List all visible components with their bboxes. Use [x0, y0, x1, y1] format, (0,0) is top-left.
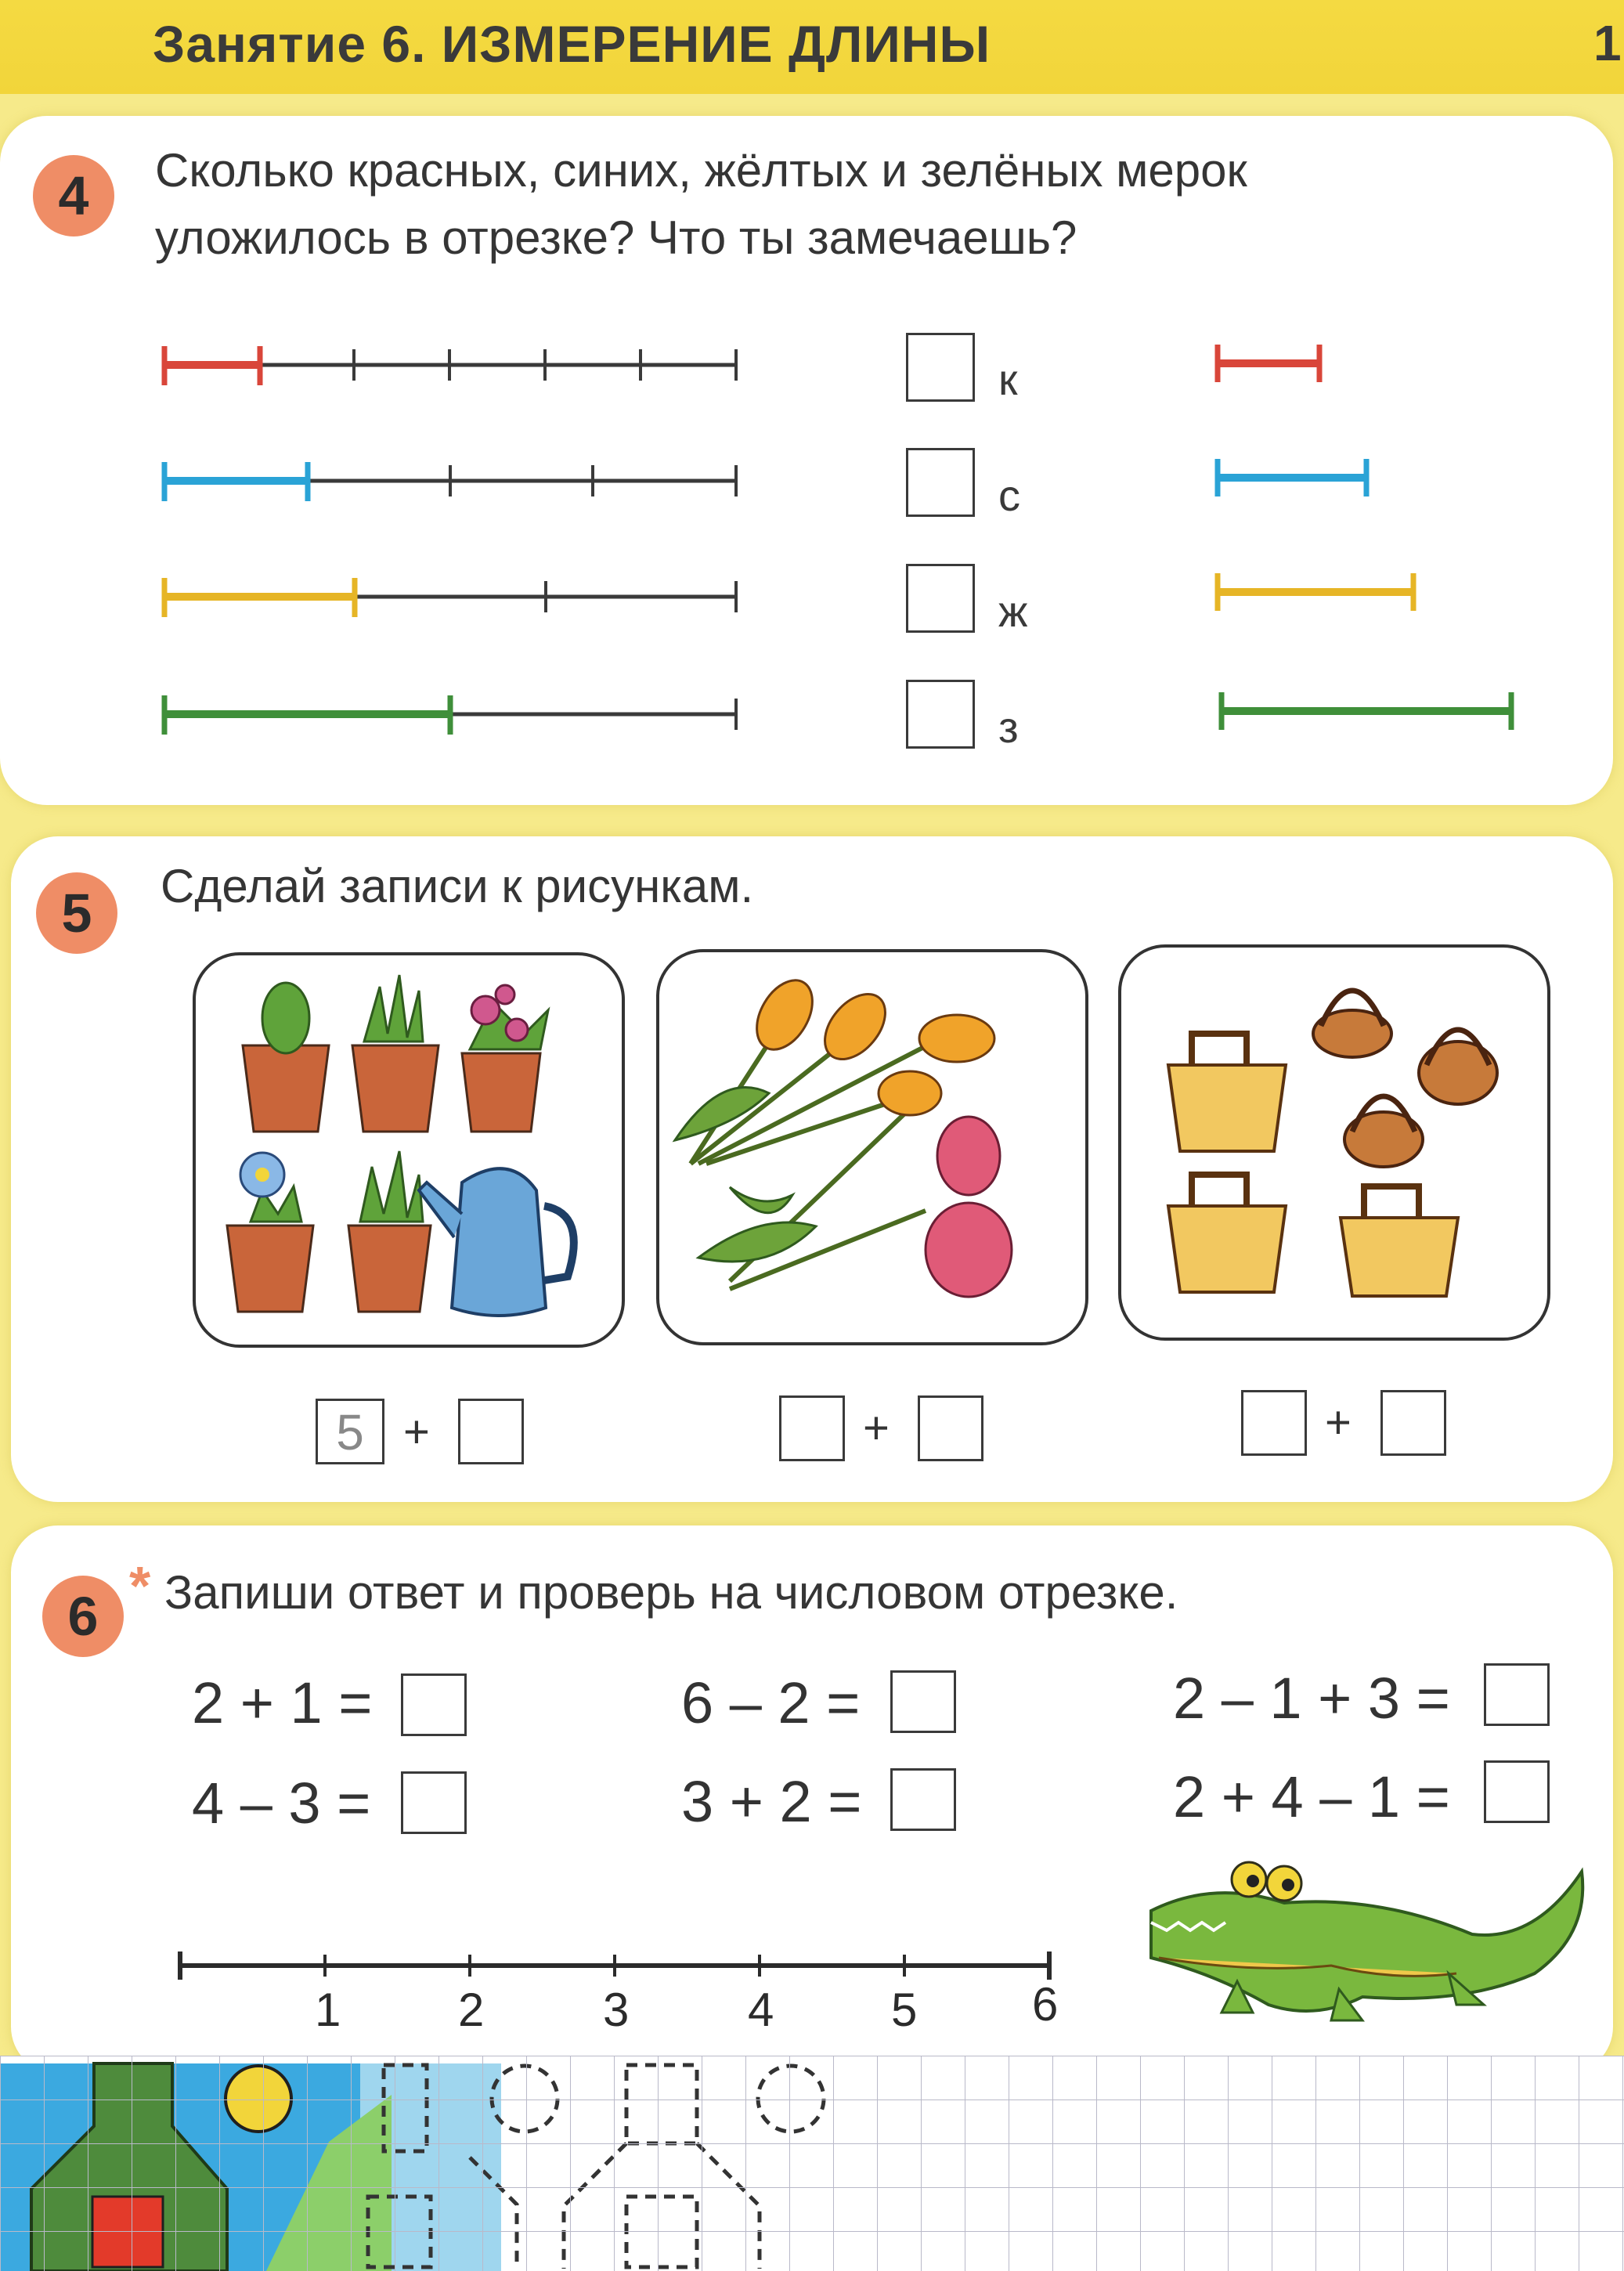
plus-sign-2: +: [863, 1403, 890, 1453]
answer-box-yellow[interactable]: [906, 564, 975, 633]
equation-6: 2 + 4 – 1 =: [1173, 1764, 1450, 1829]
picture-tulips-and-roses: [656, 949, 1088, 1345]
picture-3-first-box[interactable]: [1241, 1390, 1307, 1456]
task-6-star: *: [129, 1555, 151, 1616]
task-5-text: Сделай записи к рисункам.: [161, 860, 754, 912]
label-green: з: [998, 702, 1019, 752]
segment-green-row: [164, 695, 736, 735]
picture-3-second-box[interactable]: [1380, 1390, 1446, 1456]
task-4-text-line-1: Сколько красных, синих, жёлтых и зелёных мерок: [155, 144, 1247, 197]
segment-yellow-row: [164, 578, 736, 617]
lesson-title: Занятие 6. ИЗМЕРЕНИЕ ДЛИНЫ: [153, 15, 991, 73]
equation-6-answer-box[interactable]: [1484, 1760, 1550, 1823]
measure-blue-sample: [1218, 459, 1366, 496]
task-6-text: Запиши ответ и проверь на числовом отрезке.: [164, 1566, 1178, 1619]
baskets-illustration: [1121, 948, 1547, 1338]
task-4-text-line-2: уложилось в отрезке? Что ты замечаешь?: [155, 211, 1077, 264]
measure-green-sample: [1222, 692, 1511, 730]
tick-3: 3: [603, 1984, 630, 2036]
equation-1-answer-box[interactable]: [401, 1673, 467, 1736]
task-5-number-badge: 5: [36, 872, 117, 954]
picture-2-second-box[interactable]: [918, 1395, 983, 1461]
tick-1: 1: [315, 1984, 341, 2036]
equation-4-answer-box[interactable]: [401, 1771, 467, 1834]
tick-5: 5: [891, 1984, 918, 2036]
equation-5: 3 + 2 =: [681, 1769, 862, 1834]
label-blue: с: [998, 471, 1020, 520]
tick-4: 4: [748, 1984, 774, 2036]
equation-3-answer-box[interactable]: [1484, 1663, 1550, 1726]
tick-6: 6: [1032, 1978, 1059, 2031]
equation-1: 2 + 1 =: [192, 1670, 373, 1735]
plus-sign-3: +: [1325, 1397, 1352, 1448]
sample-digit: 5: [336, 1404, 364, 1460]
segment-red-row: [164, 346, 736, 385]
answer-box-green[interactable]: [906, 680, 975, 749]
answer-box-red[interactable]: [906, 333, 975, 402]
tick-2: 2: [458, 1984, 485, 2036]
picture-2-first-box[interactable]: [779, 1395, 845, 1461]
plus-sign-1: +: [403, 1406, 430, 1457]
equation-2: 6 – 2 =: [681, 1670, 861, 1735]
picture-1-first-box[interactable]: [316, 1399, 384, 1464]
label-yellow: ж: [998, 587, 1028, 636]
page-number: 1: [1593, 15, 1622, 71]
measure-yellow-sample: [1218, 573, 1413, 611]
segment-blue-row: [164, 462, 736, 501]
picture-1-second-box[interactable]: [458, 1399, 524, 1464]
flowers-illustration: [659, 952, 1085, 1342]
measuring-segments: [0, 313, 1613, 752]
label-red: к: [998, 355, 1018, 404]
equation-5-answer-box[interactable]: [890, 1768, 956, 1831]
equation-2-answer-box[interactable]: [890, 1670, 956, 1733]
answer-box-blue[interactable]: [906, 448, 975, 517]
picture-flower-pots: [193, 952, 625, 1348]
flower-pots-illustration: [196, 955, 622, 1345]
equation-4: 4 – 3 =: [192, 1771, 371, 1836]
task-6-number-badge: 6: [42, 1576, 124, 1657]
equation-3: 2 – 1 + 3 =: [1173, 1666, 1450, 1731]
measure-red-sample: [1218, 345, 1319, 382]
drawing-grid: [0, 2056, 1624, 2271]
task-4-number-badge: 4: [33, 155, 114, 236]
crocodile-illustration: [1135, 1840, 1605, 2028]
picture-baskets: [1118, 944, 1550, 1341]
